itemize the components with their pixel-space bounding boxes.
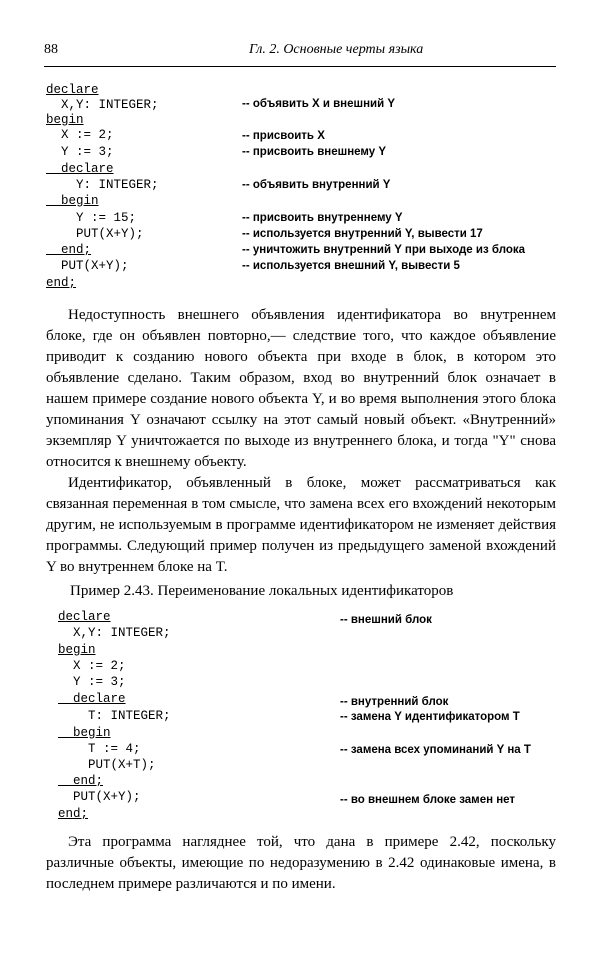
code-comment: -- уничтожить внутренний Y при выходе из блока	[242, 244, 526, 256]
code-line: declare	[58, 692, 126, 706]
code-comment: -- во внешнем блоке замен нет	[340, 794, 516, 806]
page-header	[44, 40, 556, 67]
code-comment: -- присвоить внутреннему Y	[242, 212, 403, 224]
code-comment: -- замена всех упоминаний Y на T	[340, 744, 531, 756]
code-line: T: INTEGER;	[58, 709, 171, 723]
code-line: end;	[46, 243, 92, 257]
code-line: PUT(X+T);	[58, 758, 156, 772]
code-line: begin	[46, 113, 84, 127]
code-line: begin	[58, 643, 96, 657]
code-comment: -- замена Y идентификатором T	[340, 711, 520, 723]
code-line: end;	[46, 276, 77, 290]
code-comment: -- присвоить внешнему Y	[242, 146, 387, 158]
code-line: Y := 15;	[46, 211, 137, 225]
code-comment: -- используется внутренний Y, вывести 17	[242, 228, 483, 240]
paragraph: Недоступность внешнего объявления идентификатора во внутреннем блоке, где он объявлен повторно,— следствие того, что каждое объявление приводит к созданию нового объекта при входе в блок, в котором это объявление сделано. Таким образом, вход во внутренний блок означает в нашем примере создание нового объекта Y, и во время выполнения этого блока упоминания Y означают ссылку на этот самый новый объект. «Внутренний» экземпляр Y уничтожается по выходе из внутреннего блока, и тогда "Y" снова относится к внешнему объекту.	[46, 307, 556, 470]
code-comment: -- объявить X и внешний Y	[242, 98, 396, 110]
code-line: declare	[58, 610, 111, 624]
code-line: X := 2;	[58, 659, 126, 673]
code-line: PUT(X+Y);	[58, 790, 141, 804]
code-line: end;	[58, 807, 89, 821]
page-number: 88	[44, 42, 58, 57]
code-comment: -- внутренний блок	[340, 696, 449, 708]
code-line: begin	[58, 726, 111, 740]
code-comment: -- внешний блок	[340, 614, 432, 626]
code-comment: -- объявить внутренний Y	[242, 179, 391, 191]
paragraph: Идентификатор, объявленный в блоке, может рассматриваться как связанная переменная в том смысле, что замена всех его вхождений некоторым другим, не используемым в программе идентификатором не изменяет действия программы. Следующий пример получен из предыдущего заменой вхождений Y во внутреннем блоке на T.	[46, 475, 556, 575]
code-line: X := 2;	[46, 128, 114, 142]
code-line: declare	[46, 83, 99, 97]
body-text	[46, 305, 556, 578]
code-comment: -- используется внешний Y, вывести 5	[242, 260, 460, 272]
code-line: Y := 3;	[46, 145, 114, 159]
code-line: X,Y: INTEGER;	[58, 626, 171, 640]
body-text-final	[46, 832, 556, 895]
example-title: Пример 2.43. Переименование локальных идентификаторов	[70, 583, 454, 599]
code-comment: -- присвоить X	[242, 130, 325, 142]
code-line: Y := 3;	[58, 675, 126, 689]
code-line: PUT(X+Y);	[46, 227, 144, 241]
code-line: declare	[46, 162, 114, 176]
code-line: begin	[46, 194, 99, 208]
code-line: X,Y: INTEGER;	[46, 98, 159, 112]
running-head: Гл. 2. Основные черты языка	[249, 42, 424, 57]
code-line: end;	[58, 774, 104, 788]
code-line: Y: INTEGER;	[46, 178, 159, 192]
code-line: T := 4;	[58, 742, 141, 756]
code-line: PUT(X+Y);	[46, 259, 129, 273]
paragraph: Эта программа нагляднее той, что дана в примере 2.42, поскольку различные объекты, имеющие по недоразумению в 2.42 одинаковые имена, в последнем примере различаются и по имени.	[46, 834, 556, 892]
